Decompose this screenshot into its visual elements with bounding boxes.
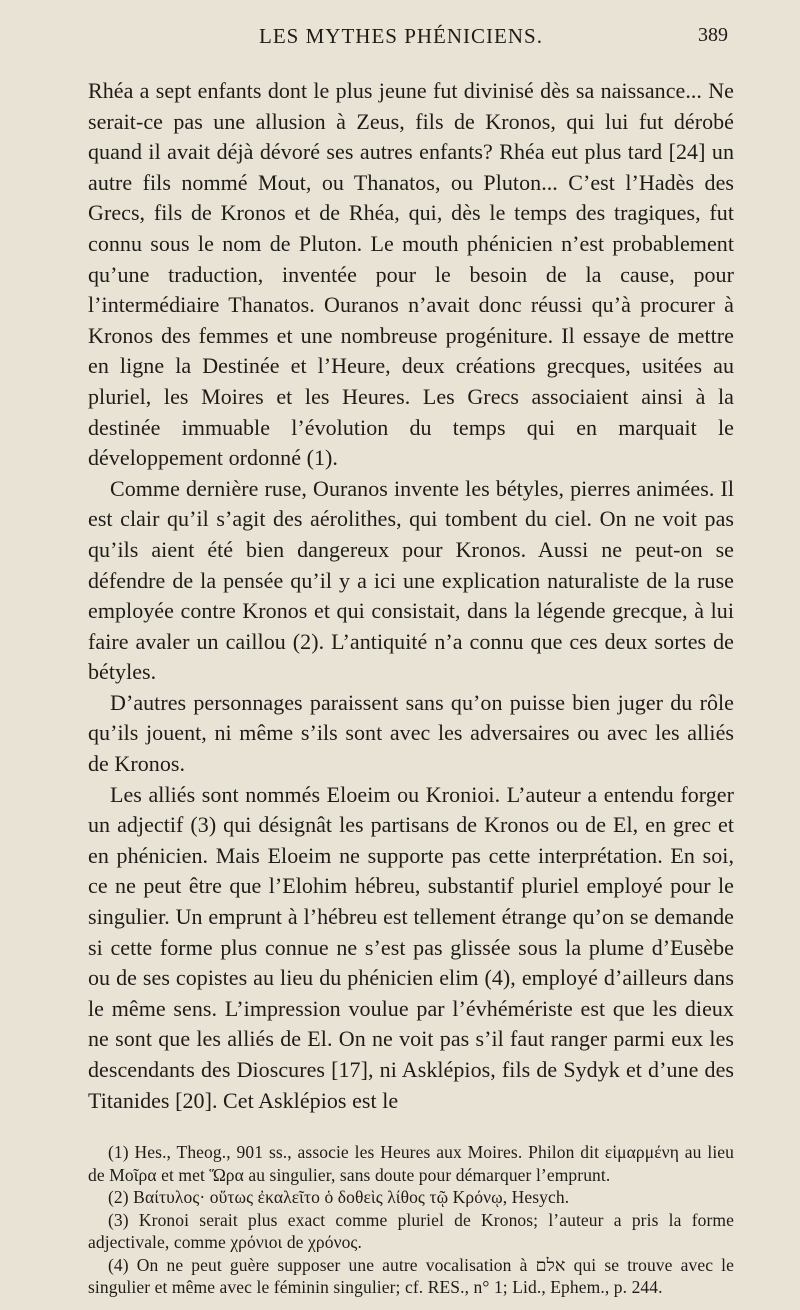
page-header [88,0,734,56]
running-title: LES MYTHES PHÉNICIENS. [259,24,543,48]
footnote: (3) Kronoi serait plus exact comme pluriel de Kronos; l’auteur a pris la forme adjectivale, comme χρόνιοι de χρόνος. [88,1209,734,1253]
paragraph: Rhéa a sept enfants dont le plus jeune fut divinisé dès sa naissance... Ne serait-ce pas une allusion à Zeus, fils de Kronos, qui lui fut dérobé quand il avait déjà dévoré ses autres enfants? Rhéa eut plus tard [24] un autre fils nommé Mout, ou Thanatos, ou Pluton... C’est l’Hadès des Grecs, fils de Kronos et de Rhéa, qui, dès le temps des tragiques, fut connu sous le nom de Pluton. Le mouth phénicien n’est probablement qu’une traduction, inventée pour le besoin de la cause, pour l’intermédiaire Thanatos. Ouranos n’avait donc réussi qu’à procurer à Kronos des femmes et une nombreuse progéniture. Il essaye de mettre en ligne la Destinée et l’Heure, deux créations grecques, usitées au pluriel, les Moires et les Heures. Les Grecs associaient ainsi à la destinée immuable l’évolution du temps qui en marquait le développement ordonné (1). [88,78,734,471]
main-text [88,76,734,1116]
paragraph: Les alliés sont nommés Eloeim ou Kronioi. L’auteur a entendu forger un adjectif (3) qui désignât les partisans de Kronos ou de El, en grec et en phénicien. Mais Eloeim ne supporte pas cette interprétation. En soi, ce ne peut être que l’Elohim hébreu, substantif pluriel employé pour le singulier. Un emprunt à l’hébreu est tellement étrange qu’on se demande si cette forme plus connue ne s’est pas glissée sous la plume d’Eusèbe ou de ses copistes au lieu du phénicien elim (4), employé d’ailleurs dans le même sens. L’impression voulue par l’évhémériste est que les dieux ne sont que les alliés de El. On ne voit pas s’il faut ranger parmi eux les descendants des Dioscures [17], ni Asklépios, fils de Sydyk et d’une des Titanides [20]. Cet Asklépios est le [88,781,734,1113]
page-number: 389 [698,24,728,46]
footnote: (1) Hes., Theog., 901 ss., associe les Heures aux Moires. Philon dit εἱμαρμένη au lieu de Μοῖρα et met Ὥρα au singulier, sans doute pour démarquer l’emprunt. [88,1142,734,1185]
footnote: (2) Βαίτυλος· οὕτως ἐκαλεῖτο ὁ δοθεὶς λίθος τῷ Κρόνῳ, Hesych. [108,1187,570,1208]
paragraph: D’autres personnages paraissent sans qu’on puisse bien juger du rôle qu’ils jouent, ni même s’ils sont avec les adversaires ou avec les alliés de Kronos. [88,689,734,777]
paragraph: Comme dernière ruse, Ouranos invente les bétyles, pierres animées. Il est clair qu’il s’agit des aérolithes, qui tombent du ciel. On ne voit pas qu’ils aient été bien dangereux pour Kronos. Aussi ne peut-on se défendre de la pensée qu’il y a ici une explication naturaliste de la ruse employée contre Kronos et qui consistait, dans la légende grecque, à lui faire avaler un caillou (2). L’antiquité n’a connu que ces deux sortes de bétyles. [88,475,734,685]
footnote: (4) On ne peut guère supposer une autre vocalisation à אלם qui se trouve avec le singulier et même avec le féminin singulier; cf. RES., n° 1; Lid., Ephem., p. 244. [88,1254,734,1298]
footnotes [88,1141,734,1299]
